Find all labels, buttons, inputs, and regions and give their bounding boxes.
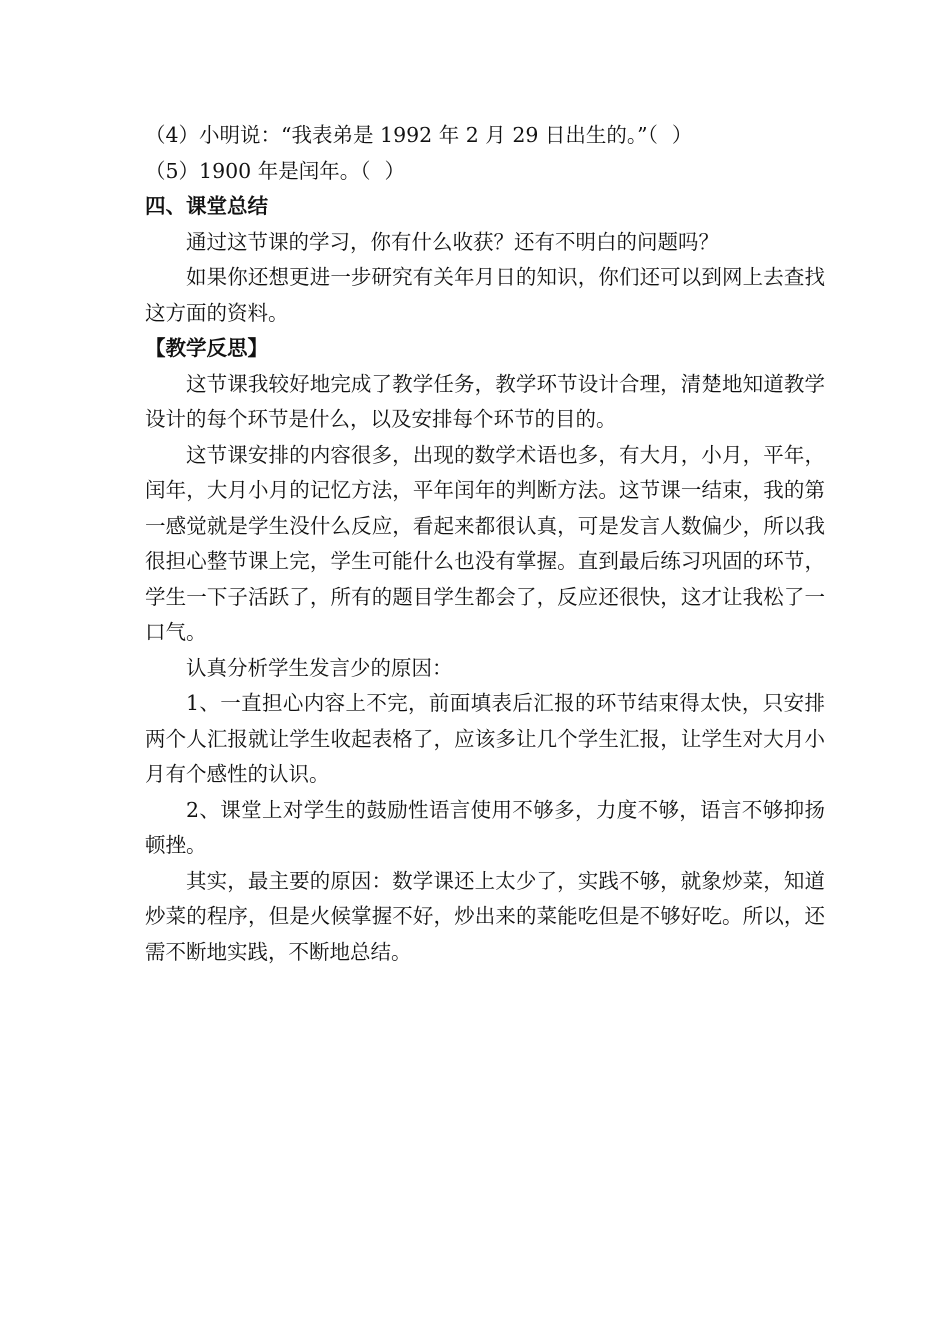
- exercise-item-5: [145, 154, 825, 190]
- reflection-paragraph-1: 这节课我较好地完成了教学任务，教学环节设计合理，清楚地知道教学设计的每个环节是什么，以及安排每个环节的目的。: [145, 371, 825, 431]
- reflection-paragraph-4: 1、一直担心内容上不完，前面填表后汇报的环节结束得太快，只安排两个人汇报就让学生收起表格了，应该多让几个学生汇报，让学生对大月小月有个感性的认识。: [145, 691, 825, 786]
- exercise-item-5-text: （5）1900 年是闰年。（: [145, 158, 371, 183]
- exercise-item-4-text: （4）小明说：“我表弟是 1992 年 2 月 29 日出生的。”（: [145, 123, 658, 147]
- reflection-paragraph-5: 2、课堂上对学生的鼓励性语言使用不够多，力度不够，语言不够抑扬顿挫。: [145, 797, 825, 857]
- exercise-item-5-close: ）: [384, 158, 405, 183]
- summary-heading: 四、课堂总结: [145, 194, 268, 218]
- reflection-paragraph-3: 认真分析学生发言少的原因：: [186, 655, 453, 680]
- reflection-paragraph-2: 这节课安排的内容很多，出现的数学术语也多，有大月，小月，平年，闰年，大月小月的记忆方法，平年闰年的判断方法。这节课一结束，我的第一感觉就是学生没什么反应，看起来都很认真，可是发言人数偏少，所以我很担心整节课上完，学生可能什么也没有掌握。直到最后练习巩固的环节，学生一下子活跃了，所有的题目学生都会了，反应还很快，这才让我松了一口气。: [145, 442, 825, 644]
- reflection-paragraph-6: 其实，最主要的原因：数学课还上太少了，实践不够，就象炒菜，知道炒菜的程序，但是火候掌握不好，炒出来的菜能吃但是不够好吃。所以，还需不断地实践，不断地总结。: [145, 868, 825, 964]
- document-body: [145, 118, 825, 970]
- exercise-item-4-close: ）: [671, 123, 693, 147]
- reflection-heading: 【教学反思】: [145, 336, 268, 360]
- exercise-item-4: [145, 118, 825, 154]
- summary-paragraph-2: 如果你还想更进一步研究有关年月日的知识，你们还可以到网上去查找这方面的资料。: [145, 265, 825, 325]
- summary-paragraph-1: 通过这节课的学习，你有什么收获？还有不明白的问题吗？: [186, 229, 719, 254]
